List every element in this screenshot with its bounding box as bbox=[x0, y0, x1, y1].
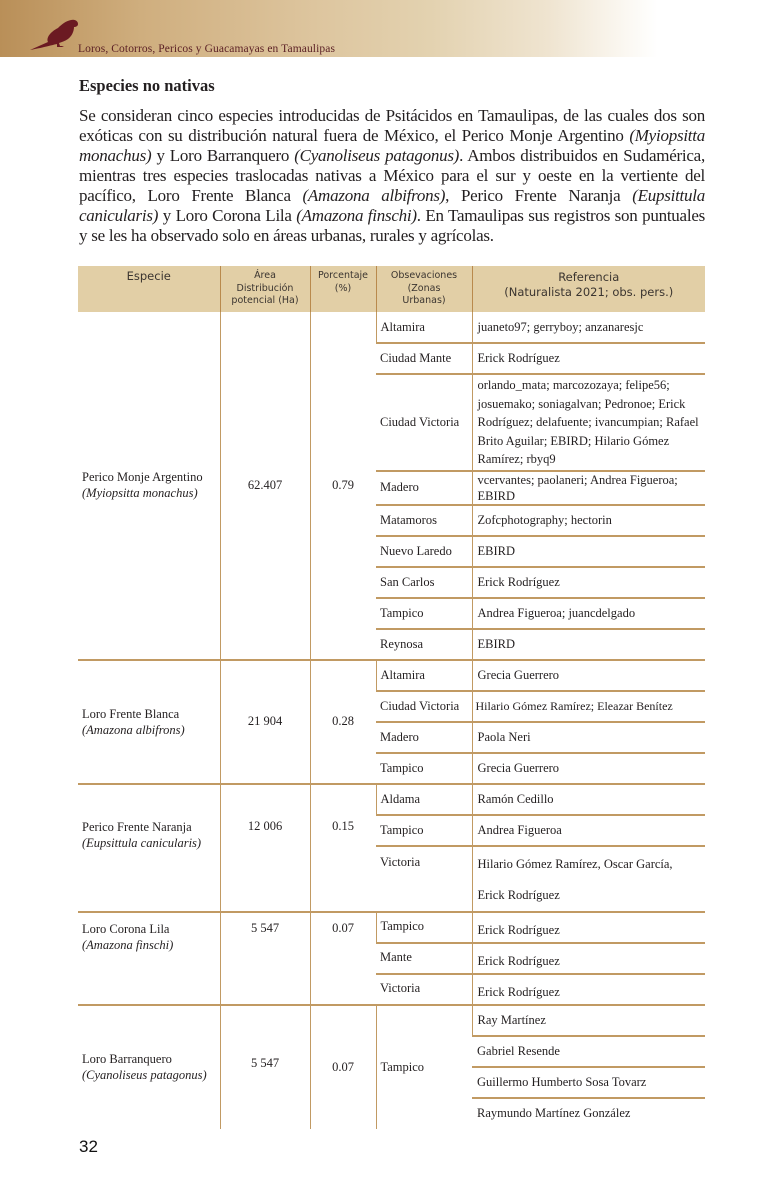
location-cell: Madero bbox=[376, 722, 472, 753]
column-header-area bbox=[220, 266, 310, 312]
table-row bbox=[78, 660, 705, 691]
table-row bbox=[78, 912, 705, 943]
location-cell: Madero bbox=[376, 471, 472, 505]
column-header-especie: Especie bbox=[78, 266, 220, 312]
reference-cell: Andrea Figueroa bbox=[472, 815, 705, 846]
species-cell bbox=[78, 660, 220, 784]
reference-cell: EBIRD bbox=[472, 629, 705, 660]
header-line: (Naturalista 2021; obs. pers.) bbox=[504, 285, 674, 299]
location-cell: Mante bbox=[376, 943, 472, 974]
species-scientific-name: (Cyanoliseus patagonus) bbox=[82, 1068, 207, 1082]
page-number: 32 bbox=[79, 1137, 98, 1156]
species-scientific-name: (Amazona finschi) bbox=[82, 937, 174, 952]
percent-cell: 0.07 bbox=[310, 912, 376, 1005]
intro-text: y Loro Barranquero bbox=[151, 146, 295, 165]
column-header-observaciones bbox=[376, 266, 472, 312]
species-common-name: Perico Frente Naranja bbox=[82, 819, 192, 834]
scientific-name: (Eupsittula canicularis) bbox=[79, 186, 705, 225]
reference-cell: Erick Rodríguez bbox=[472, 567, 705, 598]
percent-cell: 0.28 bbox=[310, 660, 376, 784]
reference-cell: Erick Rodríguez bbox=[472, 943, 705, 974]
area-cell: 5 547 bbox=[220, 912, 310, 1005]
page-header-banner bbox=[0, 0, 783, 57]
reference-cell: EBIRD bbox=[472, 536, 705, 567]
reference-cell: Grecia Guerrero bbox=[472, 753, 705, 784]
header-line: Referencia bbox=[558, 270, 620, 284]
reference-cell: Guillermo Humberto Sosa Tovarz bbox=[472, 1067, 705, 1098]
species-cell bbox=[78, 784, 220, 912]
area-cell: 12 006 bbox=[220, 784, 310, 912]
reference-cell: Ray Martínez bbox=[472, 1005, 705, 1036]
location-cell: Tampico bbox=[376, 815, 472, 846]
header-line: Área bbox=[254, 270, 276, 281]
percent-cell: 0.79 bbox=[310, 312, 376, 660]
scientific-name: (Cyanoliseus patagonus) bbox=[294, 146, 460, 165]
reference-cell: Gabriel Resende bbox=[472, 1036, 705, 1067]
percent-cell: 0.15 bbox=[310, 784, 376, 912]
reference-cell: Zofcphotography; hectorin bbox=[472, 505, 705, 536]
reference-cell: Erick Rodríguez bbox=[472, 974, 705, 1005]
location-cell: San Carlos bbox=[376, 567, 472, 598]
scientific-name: (Amazona albifrons) bbox=[302, 186, 446, 205]
species-cell bbox=[78, 912, 220, 1005]
species-scientific-name: (Amazona albifrons) bbox=[82, 722, 185, 737]
species-scientific-name: (Myiopsitta monachus) bbox=[82, 486, 198, 501]
location-cell: Tampico bbox=[376, 598, 472, 629]
parrot-silhouette-icon bbox=[28, 18, 82, 52]
location-cell: Tampico bbox=[376, 753, 472, 784]
location-cell: Altamira bbox=[376, 312, 472, 343]
species-cell bbox=[78, 312, 220, 660]
table-row bbox=[78, 1005, 705, 1036]
intro-text: . Ambos distribuidos en Sudamérica, mientras tres especies traslocadas nativas a México para el sur y oeste en la vertiente del pacífico, Loro Frente Blanca bbox=[79, 146, 705, 205]
header-line: Urbanas) bbox=[402, 295, 446, 306]
location-cell: Nuevo Laredo bbox=[376, 536, 472, 567]
species-common-name: Perico Monje Argentino bbox=[82, 470, 203, 485]
intro-text: y Loro Corona Lila bbox=[158, 206, 297, 225]
reference-cell: Erick Rodríguez bbox=[472, 343, 705, 374]
species-common-name: Loro Corona Lila bbox=[82, 921, 170, 936]
location-cell: Tampico bbox=[376, 1005, 472, 1129]
header-line: Obsevaciones bbox=[390, 270, 458, 281]
reference-cell: Hilario Gómez Ramírez; Eleazar Benítez bbox=[472, 691, 705, 722]
percent-cell: 0.07 bbox=[310, 1005, 376, 1129]
header-line: potencial (Ha) bbox=[231, 295, 299, 306]
location-cell: Ciudad Victoria bbox=[376, 374, 472, 471]
column-header-porcentaje bbox=[310, 266, 376, 312]
reference-cell: vcervantes; paolaneri; Andrea Figueroa; EBIRD bbox=[472, 471, 705, 505]
reference-cell: Andrea Figueroa; juancdelgado bbox=[472, 598, 705, 629]
header-line: (%) bbox=[334, 282, 352, 294]
intro-text: . En Tamaulipas sus registros son puntuales y se les ha observado solo en áreas urbanas, rurales y agrícolas. bbox=[79, 206, 705, 245]
reference-cell: Erick Rodríguez bbox=[472, 912, 705, 943]
column-header-referencia bbox=[472, 266, 705, 312]
location-cell: Reynosa bbox=[376, 629, 472, 660]
species-table bbox=[78, 266, 705, 1129]
location-cell: Victoria bbox=[376, 846, 472, 912]
location-cell: Altamira bbox=[376, 660, 472, 691]
reference-cell: Raymundo Martínez González bbox=[477, 1106, 631, 1121]
reference-cell: Grecia Guerrero bbox=[472, 660, 705, 691]
reference-cell bbox=[472, 846, 705, 912]
scientific-name: (Myiopsitta monachus) bbox=[79, 126, 705, 165]
species-common-name: Loro Barranquero bbox=[82, 1052, 172, 1066]
reference-cell: Ramón Cedillo bbox=[472, 784, 705, 815]
location-cell: Tampico bbox=[376, 912, 472, 943]
running-title: Loros, Cotorros, Pericos y Guacamayas en Tamaulipas bbox=[78, 43, 336, 55]
reference-cell: Paola Neri bbox=[472, 722, 705, 753]
table-header-row bbox=[78, 266, 705, 312]
location-cell: Aldama bbox=[376, 784, 472, 815]
location-cell: Matamoros bbox=[376, 505, 472, 536]
species-scientific-name: (Eupsittula canicularis) bbox=[82, 835, 202, 850]
table-row bbox=[78, 784, 705, 815]
scientific-name: (Amazona finschi) bbox=[296, 206, 417, 225]
reference-cell: orlando_mata; marcozozaya; felipe56; josuemako; soniagalvan; Pedronoe; Erick Rodríguez; delafuente; ivancumpian; Rafael Brito Aguilar; EBIRD; Hilario Gómez Ramírez; rbyq9 bbox=[472, 374, 705, 471]
location-cell: Ciudad Victoria bbox=[376, 691, 472, 722]
intro-text: Se consideran cinco especies introducidas de Psitácidos en Tamaulipas, de las cuales dos son exóticas con su distribución natural fuera de México, el Perico Monje Argentino bbox=[79, 106, 705, 145]
reference-line: Erick Rodríguez bbox=[477, 887, 560, 902]
location-cell: Victoria bbox=[376, 974, 472, 1005]
location-cell: Ciudad Mante bbox=[376, 343, 472, 374]
area-cell: 21 904 bbox=[220, 660, 310, 784]
species-common-name: Loro Frente Blanca bbox=[82, 706, 180, 721]
header-line: Porcentaje bbox=[317, 270, 369, 281]
header-line: (Zonas bbox=[407, 282, 441, 294]
species-cell bbox=[78, 1005, 220, 1129]
area-cell: 5 547 bbox=[220, 1005, 310, 1129]
reference-cell: juaneto97; gerryboy; anzanaresjc bbox=[472, 312, 705, 343]
header-line: Distribución bbox=[236, 282, 294, 294]
table-row bbox=[78, 312, 705, 343]
intro-paragraph bbox=[79, 106, 705, 246]
section-title: Especies no nativas bbox=[79, 76, 215, 95]
reference-line: Hilario Gómez Ramírez, Oscar García, bbox=[477, 856, 673, 871]
intro-text: , Perico Frente Naranja bbox=[445, 186, 633, 205]
area-cell: 62.407 bbox=[220, 312, 310, 660]
